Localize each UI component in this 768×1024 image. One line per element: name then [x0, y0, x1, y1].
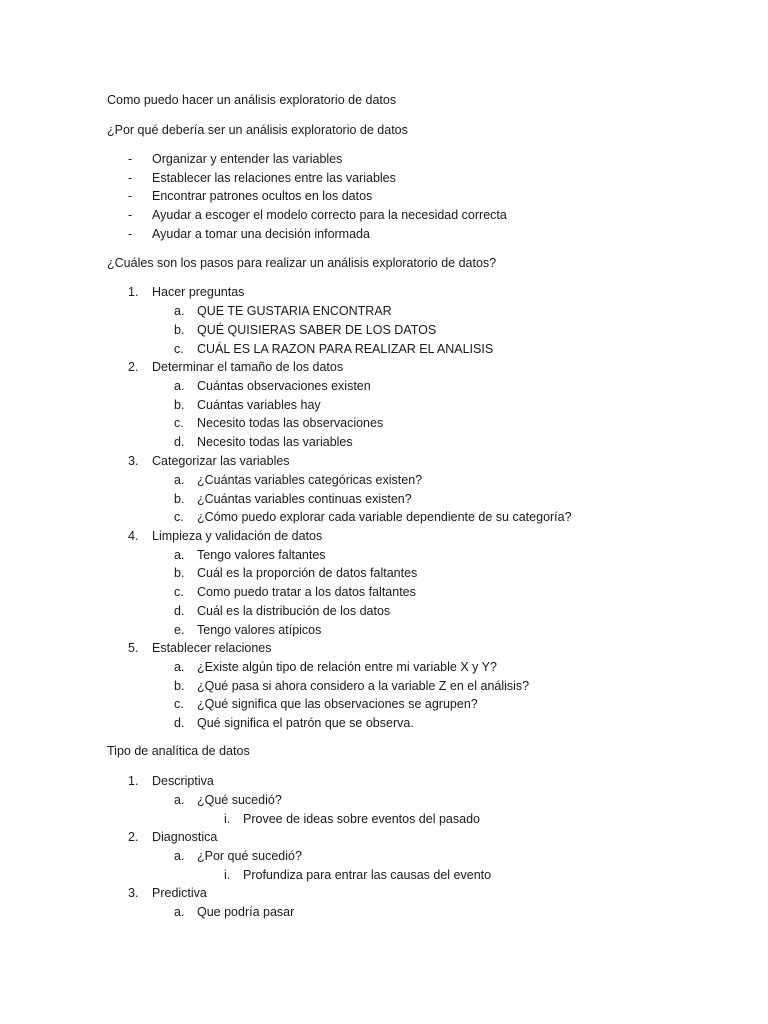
sub-text: Necesito todas las variables — [197, 435, 353, 449]
step-label: Limpieza y validación de datos — [152, 529, 323, 543]
subsub-marker: i. — [224, 812, 231, 826]
sub-marker: a. — [174, 379, 185, 393]
why-heading: ¿Por qué debería ser un análisis exploratorio de datos — [107, 123, 408, 137]
sub-marker: c. — [174, 416, 184, 430]
sub-marker: b. — [174, 323, 185, 337]
steps-heading: ¿Cuáles son los pasos para realizar un análisis exploratorio de datos? — [107, 256, 497, 270]
step-number: 4. — [128, 529, 139, 543]
sub-marker: c. — [174, 342, 184, 356]
list-item-text: Ayudar a tomar una decisión informada — [152, 227, 370, 241]
sub-marker: b. — [174, 679, 185, 693]
sub-marker: a. — [174, 660, 185, 674]
sub-text: ¿Qué sucedió? — [197, 793, 282, 807]
sub-text: Necesito todas las observaciones — [197, 416, 384, 430]
sub-marker: d. — [174, 435, 185, 449]
sub-marker: e. — [174, 623, 185, 637]
sub-marker: a. — [174, 473, 185, 487]
sub-text: Cuántas observaciones existen — [197, 379, 371, 393]
sub-text: ¿Qué significa que las observaciones se agrupen? — [197, 697, 478, 711]
sub-text: Cuántas variables hay — [197, 398, 321, 412]
analytics-label: Predictiva — [152, 886, 207, 900]
sub-marker: a. — [174, 548, 185, 562]
sub-text: QUÉ QUISIERAS SABER DE LOS DATOS — [197, 323, 437, 337]
subsub-text: Provee de ideas sobre eventos del pasado — [243, 812, 480, 826]
list-item-text: Establecer las relaciones entre las variables — [152, 171, 396, 185]
sub-text: ¿Cómo puedo explorar cada variable dependiente de su categoría? — [197, 510, 572, 524]
sub-marker: a. — [174, 905, 185, 919]
sub-marker: c. — [174, 585, 184, 599]
step-label: Determinar el tamaño de los datos — [152, 360, 344, 374]
dash-marker: - — [128, 171, 133, 185]
sub-text: ¿Qué pasa si ahora considero a la variable Z en el análisis? — [197, 679, 530, 693]
analytics-label: Descriptiva — [152, 774, 214, 788]
step-number: 3. — [128, 454, 139, 468]
list-item-text: Encontrar patrones ocultos en los datos — [152, 189, 373, 203]
step-label: Hacer preguntas — [152, 285, 245, 299]
sub-marker: c. — [174, 697, 184, 711]
analytics-label: Diagnostica — [152, 830, 218, 844]
dash-marker: - — [128, 227, 133, 241]
step-number: 1. — [128, 285, 139, 299]
step-number: 5. — [128, 641, 139, 655]
document-title: Como puedo hacer un análisis exploratorio de datos — [107, 93, 397, 107]
step-label: Establecer relaciones — [152, 641, 272, 655]
analytics-number: 2. — [128, 830, 139, 844]
sub-text: QUE TE GUSTARIA ENCONTRAR — [197, 304, 392, 318]
sub-text: ¿Cuántas variables categóricas existen? — [197, 473, 423, 487]
step-label: Categorizar las variables — [152, 454, 290, 468]
list-item-text: Ayudar a escoger el modelo correcto para la necesidad correcta — [152, 208, 507, 222]
sub-marker: a. — [174, 304, 185, 318]
sub-marker: a. — [174, 793, 185, 807]
subsub-marker: i. — [224, 868, 231, 882]
analytics-number: 1. — [128, 774, 139, 788]
dash-marker: - — [128, 208, 133, 222]
sub-text: Tengo valores faltantes — [197, 548, 326, 562]
sub-marker: d. — [174, 604, 185, 618]
sub-text: Que podría pasar — [197, 905, 295, 919]
analytics-heading: Tipo de analítica de datos — [107, 744, 250, 758]
sub-marker: c. — [174, 510, 184, 524]
dash-marker: - — [128, 189, 133, 203]
dash-marker: - — [128, 152, 133, 166]
sub-marker: b. — [174, 492, 185, 506]
analytics-number: 3. — [128, 886, 139, 900]
sub-marker: d. — [174, 716, 185, 730]
sub-text: Cuál es la distribución de los datos — [197, 604, 391, 618]
sub-text: Como puedo tratar a los datos faltantes — [197, 585, 416, 599]
subsub-text: Profundiza para entrar las causas del evento — [243, 868, 492, 882]
step-number: 2. — [128, 360, 139, 374]
sub-marker: b. — [174, 566, 185, 580]
sub-text: CUÁL ES LA RAZON PARA REALIZAR EL ANALISIS — [197, 342, 494, 356]
sub-text: ¿Por qué sucedió? — [197, 849, 302, 863]
sub-marker: a. — [174, 849, 185, 863]
sub-marker: b. — [174, 398, 185, 412]
sub-text: Cuál es la proporción de datos faltantes — [197, 566, 418, 580]
list-item-text: Organizar y entender las variables — [152, 152, 343, 166]
sub-text: ¿Existe algún tipo de relación entre mi variable X y Y? — [197, 660, 497, 674]
sub-text: ¿Cuántas variables continuas existen? — [197, 492, 412, 506]
sub-text: Qué significa el patrón que se observa. — [197, 716, 414, 730]
sub-text: Tengo valores atípicos — [197, 623, 322, 637]
